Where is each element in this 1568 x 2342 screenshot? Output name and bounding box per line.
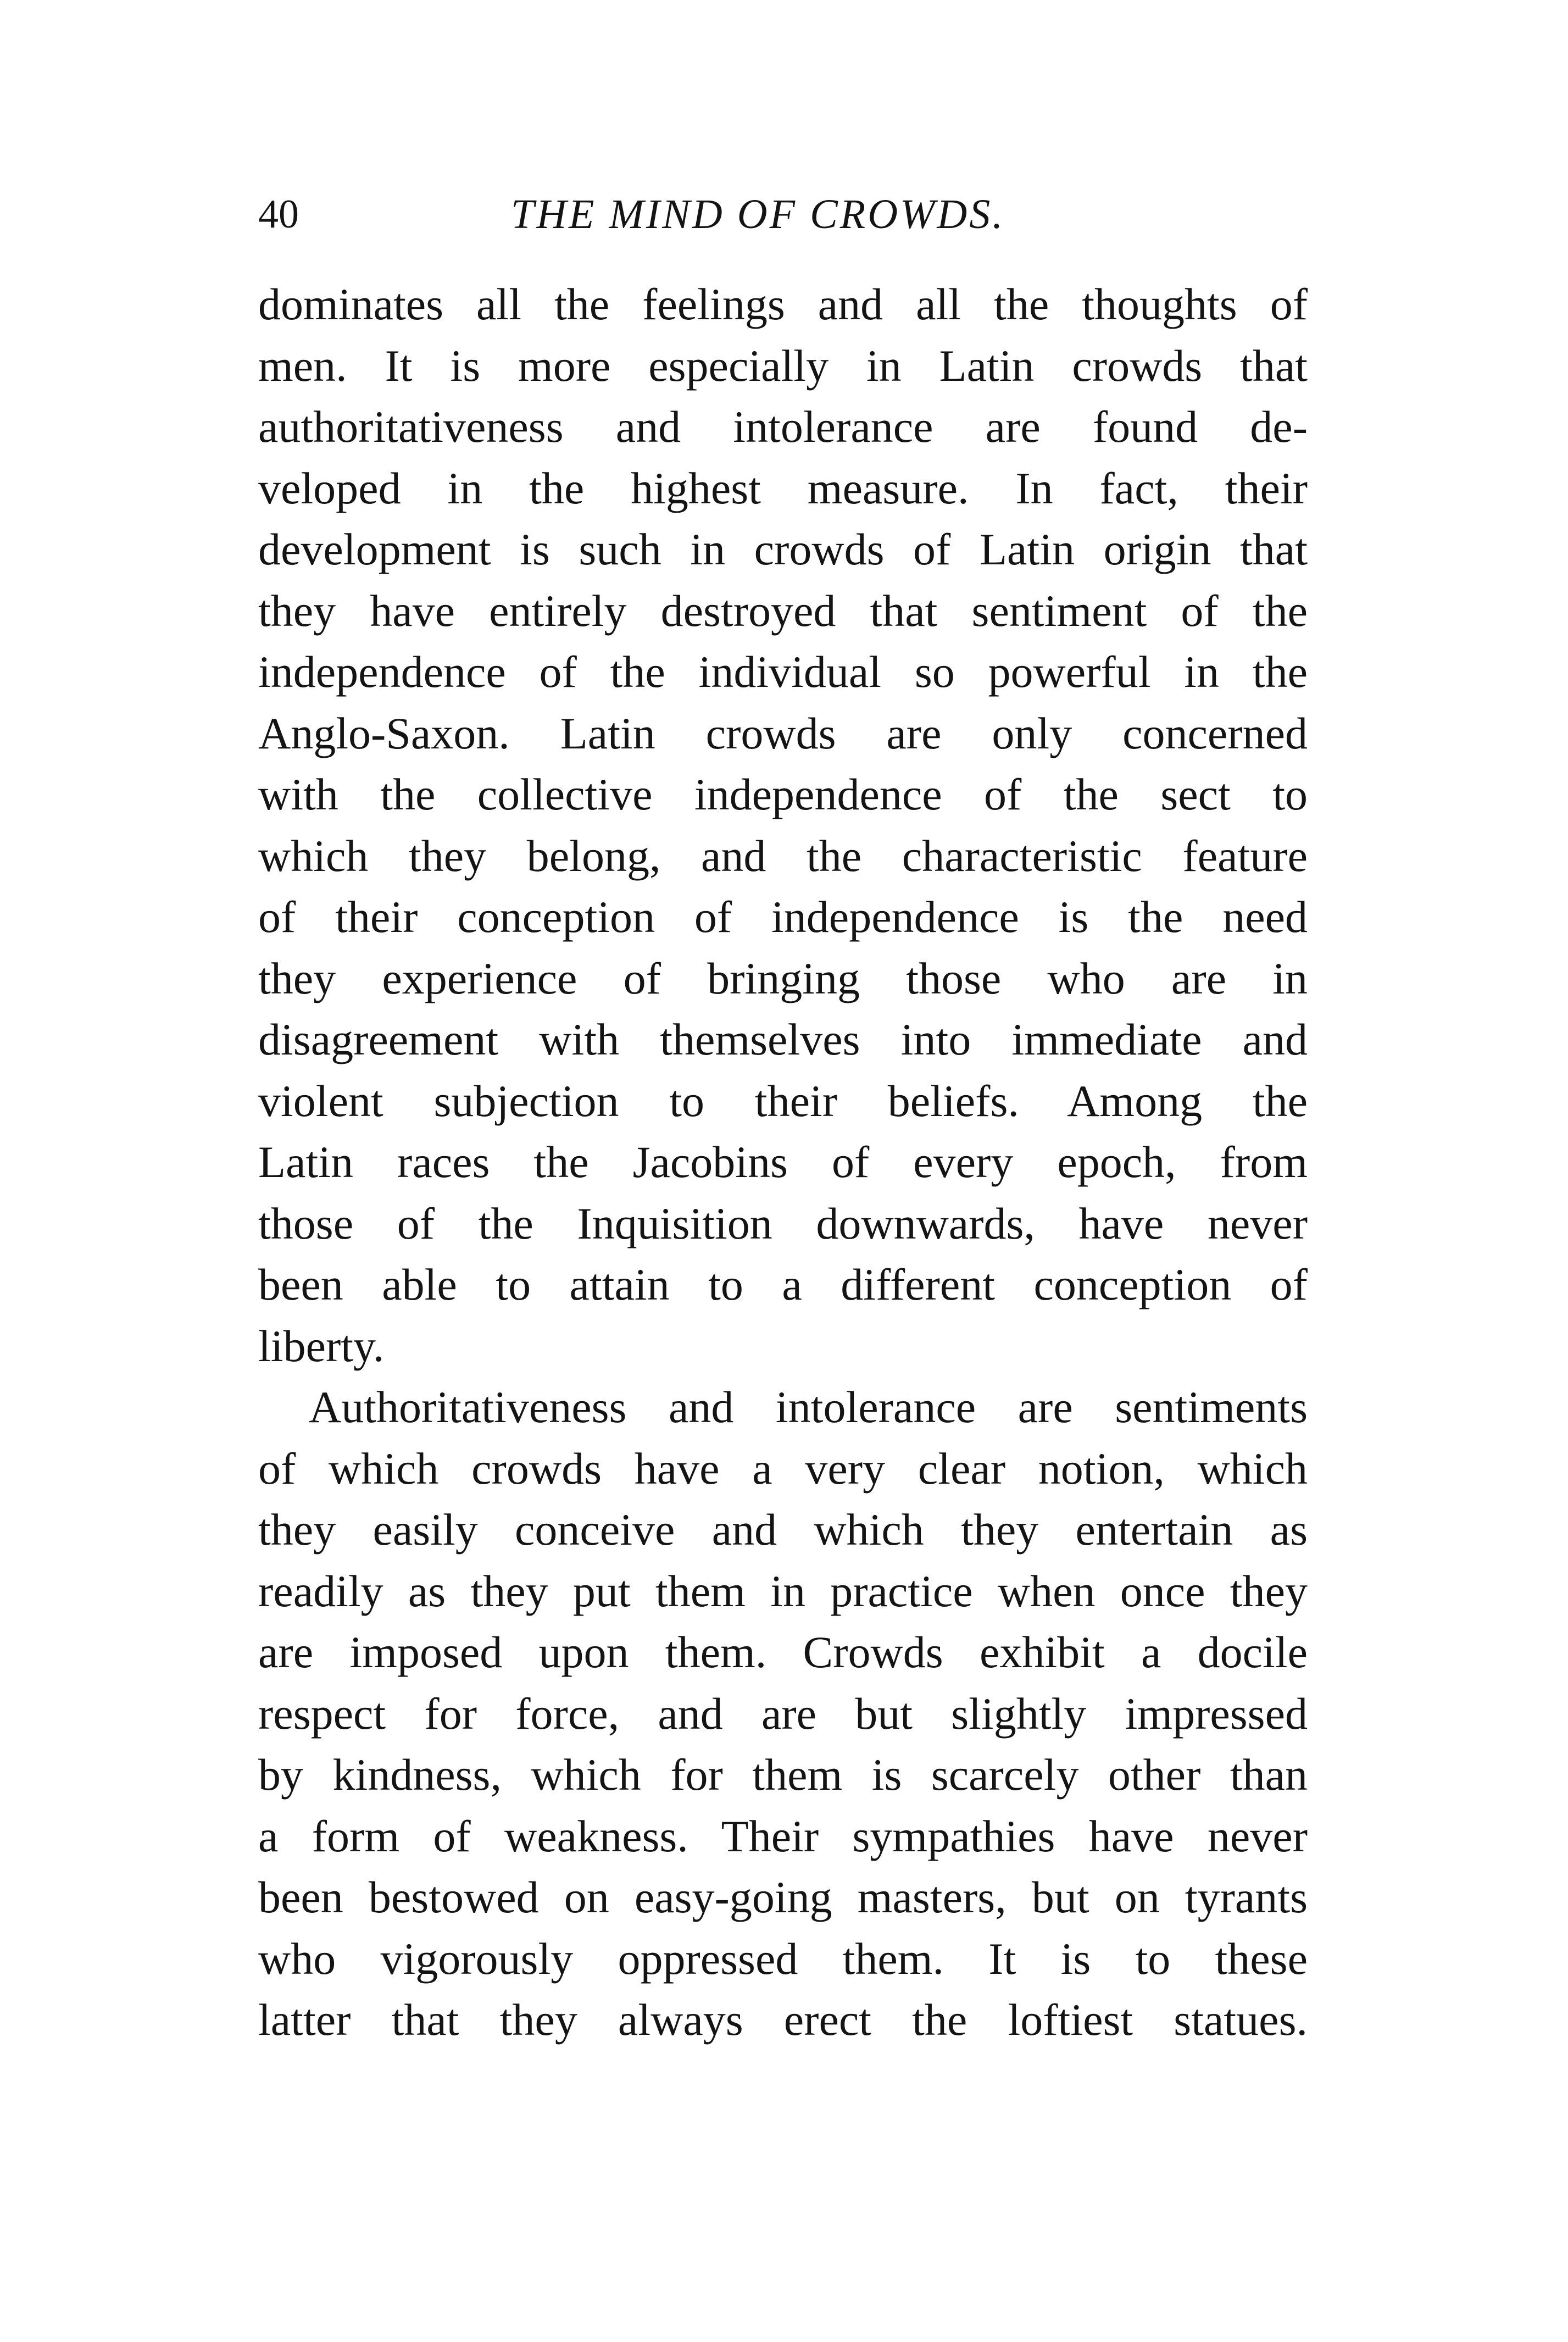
body-text xyxy=(258,274,1308,2051)
text-line: respect for force, and are but slightly impressed xyxy=(258,1688,1308,1739)
text-line: dominates all the feelings and all the thoughts of xyxy=(258,279,1308,329)
text-line: Authoritativeness and intolerance are sentiments xyxy=(309,1382,1308,1432)
text-line: are imposed upon them. Crowds exhibit a docile xyxy=(258,1627,1308,1677)
text-line: they experience of bringing those who are in xyxy=(258,953,1308,1003)
text-line: who vigorously oppressed them. It is to these xyxy=(258,1933,1308,1984)
text-line: authoritativeness and intolerance are found de- xyxy=(258,402,1308,452)
text-line: independence of the individual so powerful in the xyxy=(258,647,1308,697)
text-line: Anglo-Saxon. Latin crowds are only concerned xyxy=(258,708,1308,758)
running-title: THE MIND OF CROWDS. xyxy=(511,191,1005,237)
text-line: violent subjection to their beliefs. Among the xyxy=(258,1075,1308,1126)
running-header xyxy=(258,187,1319,253)
text-line: readily as they put them in practice when once they xyxy=(258,1566,1308,1616)
text-line: those of the Inquisition downwards, have never xyxy=(258,1198,1308,1248)
text-line: by kindness, which for them is scarcely other than xyxy=(258,1750,1308,1800)
text-line: they easily conceive and which they entertain as xyxy=(258,1505,1308,1555)
text-line: disagreement with themselves into immediate and xyxy=(258,1014,1308,1064)
text-line: they have entirely destroyed that sentiment of the xyxy=(258,585,1308,636)
text-line: been able to attain to a different conception of xyxy=(258,1259,1308,1309)
text-line: liberty. xyxy=(258,1320,385,1371)
text-line: which they belong, and the characteristic feature xyxy=(258,830,1308,881)
page-number: 40 xyxy=(258,192,299,237)
text-line: development is such in crowds of Latin origin that xyxy=(258,524,1308,574)
text-line: Latin races the Jacobins of every epoch, from xyxy=(258,1137,1308,1187)
text-line: veloped in the highest measure. In fact, their xyxy=(258,463,1308,513)
text-line: men. It is more especially in Latin crowds that xyxy=(258,340,1308,391)
text-line: been bestowed on easy-going masters, but on tyrants xyxy=(258,1872,1308,1922)
text-line: of their conception of independence is the need xyxy=(258,892,1308,942)
text-line: latter that they always erect the loftiest statues. xyxy=(258,1995,1308,2045)
text-line: of which crowds have a very clear notion, which xyxy=(258,1443,1308,1494)
text-line: a form of weakness. Their sympathies have never xyxy=(258,1811,1308,1861)
text-line: with the collective independence of the sect to xyxy=(258,769,1308,819)
